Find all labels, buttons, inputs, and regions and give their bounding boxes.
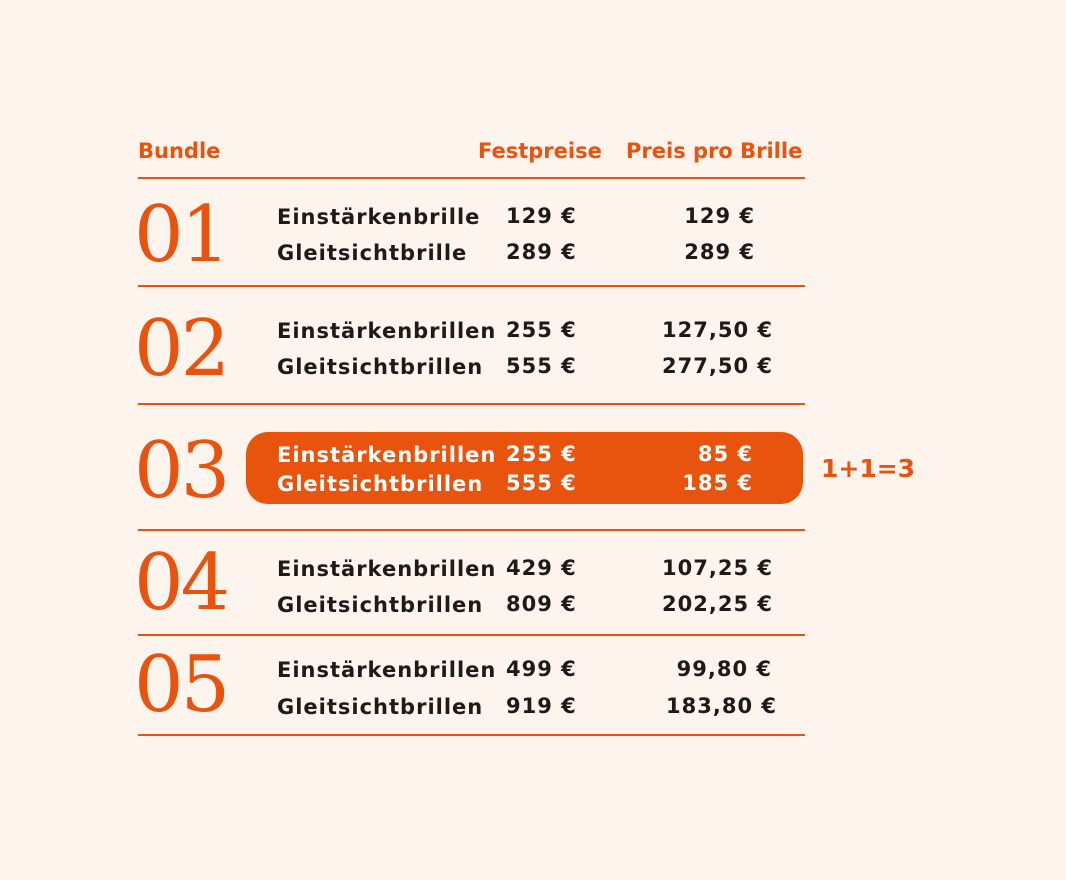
row-fixed-price: 289 € <box>506 240 577 264</box>
bundle-number: 02 <box>134 304 228 394</box>
row-label: Einstärkenbrillen <box>277 658 497 682</box>
row-label: Gleitsichtbrillen <box>277 695 484 719</box>
row-label: Einstärkenbrillen <box>277 443 497 467</box>
row-fixed-price: 255 € <box>506 318 577 342</box>
row-label: Gleitsichtbrillen <box>277 355 484 379</box>
row-label: Einstärkenbrillen <box>277 319 497 343</box>
divider <box>138 734 805 736</box>
header-bundle: Bundle <box>138 139 221 163</box>
row-fixed-price: 129 € <box>506 204 577 228</box>
bundle-number: 05 <box>134 640 228 730</box>
row-fixed-price: 499 € <box>506 657 577 681</box>
row-fixed-price: 255 € <box>506 442 577 466</box>
bundle-number: 03 <box>134 426 228 516</box>
divider <box>138 177 805 179</box>
row-label: Gleitsichtbrillen <box>277 472 484 496</box>
divider <box>138 529 805 531</box>
row-price-per-glasses: 289 € <box>684 240 755 264</box>
row-price-per-glasses: 85 € <box>697 442 753 466</box>
divider <box>138 285 805 287</box>
divider <box>138 634 805 636</box>
row-label: Gleitsichtbrille <box>277 241 468 265</box>
row-price-per-glasses: 277,50 € <box>662 354 773 378</box>
row-price-per-glasses: 127,50 € <box>662 318 773 342</box>
row-label: Gleitsichtbrillen <box>277 593 484 617</box>
row-price-per-glasses: 129 € <box>684 204 755 228</box>
row-price-per-glasses: 107,25 € <box>662 556 773 580</box>
row-fixed-price: 429 € <box>506 556 577 580</box>
header-preis-pro-brille: Preis pro Brille <box>626 139 803 163</box>
row-price-per-glasses: 183,80 € <box>666 694 777 718</box>
row-fixed-price: 919 € <box>506 694 577 718</box>
row-label: Einstärkenbrillen <box>277 557 497 581</box>
row-fixed-price: 809 € <box>506 592 577 616</box>
row-price-per-glasses: 185 € <box>682 471 753 495</box>
row-price-per-glasses: 99,80 € <box>676 657 772 681</box>
row-price-per-glasses: 202,25 € <box>662 592 773 616</box>
header-festpreise: Festpreise <box>478 139 602 163</box>
row-fixed-price: 555 € <box>506 354 577 378</box>
row-fixed-price: 555 € <box>506 471 577 495</box>
bundle-note: 1+1=3 <box>821 454 916 483</box>
divider <box>138 403 805 405</box>
bundle-number: 04 <box>134 538 228 628</box>
row-label: Einstärkenbrille <box>277 205 481 229</box>
bundle-number: 01 <box>134 190 228 280</box>
